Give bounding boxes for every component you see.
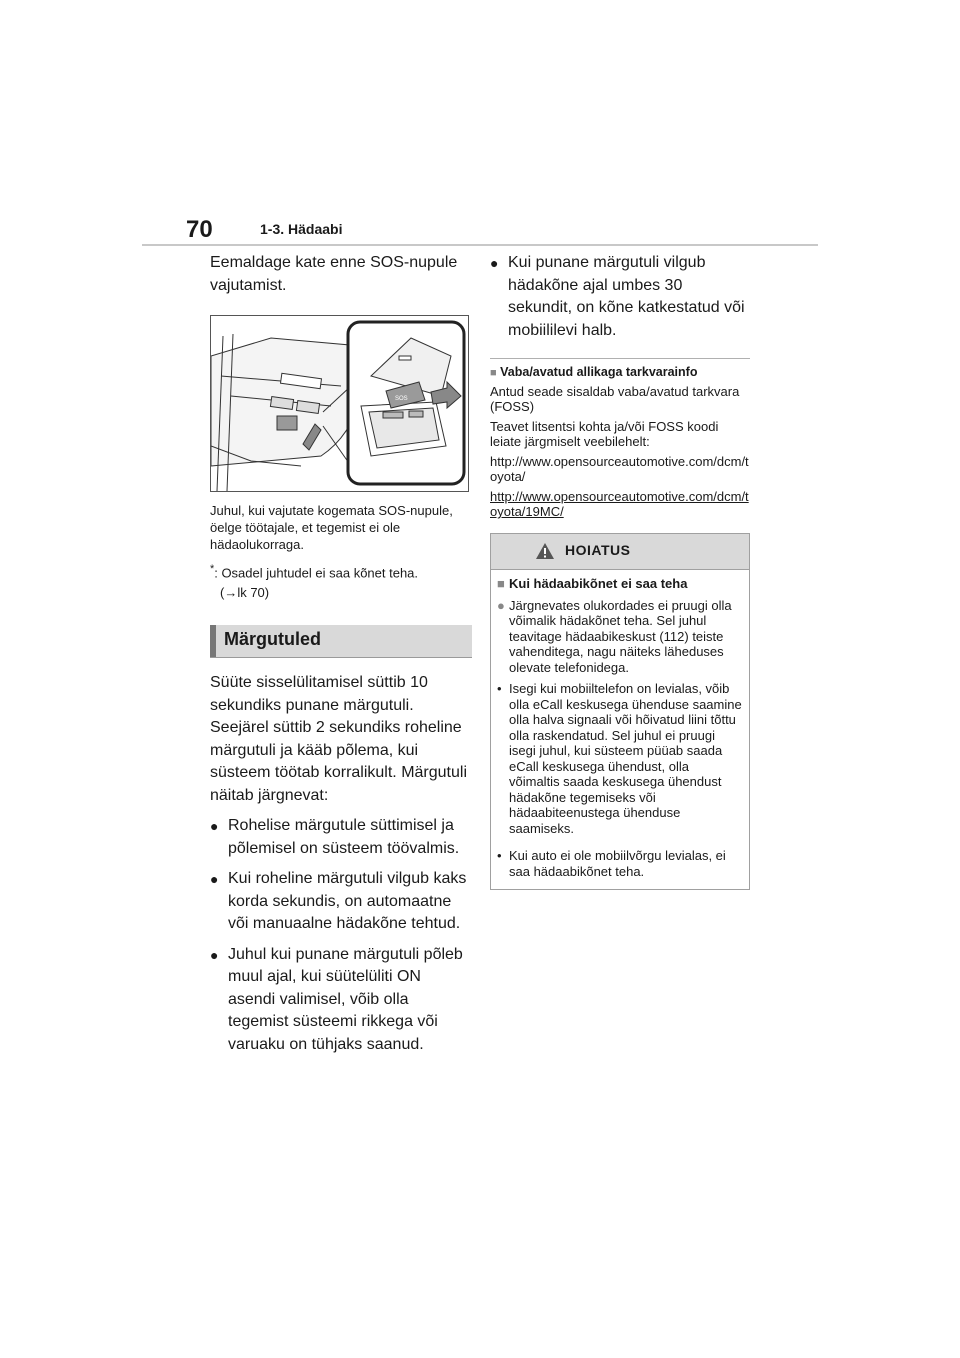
dot-bullet-icon: • <box>497 681 502 696</box>
list-item <box>210 944 472 1057</box>
info-paragraph: Teavet litsentsi kohta ja/või FOSS koodi leiate järgmiselt veebilehelt: <box>490 419 719 449</box>
bullet-icon: ● <box>210 818 219 835</box>
footnote-text: : Osadel juhtudel ei saa kõnet teha. <box>214 565 419 581</box>
footnote-mark: * <box>210 563 215 575</box>
list-item-text: Isegi kui mobiiltelefon on levialas, võib olla eCall keskusega ühenduse saamine olla halva signaali või hõivatud liini tõttu olla raskendatud. Sel juhul ei pruugi isegi juhul, kui süsteem püüab saada eCall keskusega ühendust, olla võimaltis saada keskusega ühendust hädakõne tegemiseks või hädaabiteenustega ühenduse saamiseks. <box>509 681 742 836</box>
header-divider <box>142 244 818 246</box>
indicator-description: Süüte sisselülitamisel süttib 10 sekundiks punane märgutuli. Seejärel süttib 2 sekundiks roheline märgutuli ja kääb põlema, kui süsteem töötab korralikult. Märgutuli näitab järgnevat: <box>210 674 467 804</box>
footnote <box>210 559 472 603</box>
warning-title: HOIATUS <box>565 542 631 558</box>
warning-body <box>491 570 749 889</box>
bullet-icon: ● <box>210 946 219 963</box>
list-item <box>490 252 750 342</box>
list-item-text: Juhul kui punane märgutuli põleb muul ajal, kui süütelüliti ON asendi valimisel, võib olla tegemist süsteemi rikkega või varuaku on tühjaks saanud. <box>228 945 463 1053</box>
warning-subtitle-text: Kui hädaabikõnet ei saa teha <box>509 576 688 591</box>
info-link[interactable]: http://www.opensourceautomotive.com/dcm/toyota/19MC/ <box>490 489 749 519</box>
list-item <box>497 681 743 836</box>
warning-triangle-icon <box>535 542 555 560</box>
intro-text: Eemaldage kate enne SOS-nupule vajutamist. <box>210 254 458 294</box>
square-icon: ■ <box>497 576 505 591</box>
list-item-text: Kui auto ei ole mobiilvõrgu levialas, ei saa hädaabikõnet teha. <box>509 848 726 879</box>
list-item-text: Kui roheline märgutuli vilgub kaks korda sekundis, on automaatne või manuaalne hädakõne tehtud. <box>228 870 467 933</box>
section-title: 1-3. Hädaabi <box>260 221 343 237</box>
warning-box <box>490 533 750 890</box>
info-paragraph: Antud seade sisaldab vaba/avatud tarkvara (FOSS) <box>490 384 740 414</box>
bullet-icon: ● <box>210 871 219 888</box>
list-item <box>497 598 743 676</box>
heading-label: Märgutuled <box>224 629 321 650</box>
circle-bullet-icon: ● <box>497 597 505 613</box>
dot-bullet-icon: • <box>497 848 502 863</box>
list-item-text: Kui punane märgutuli vilgub hädakõne ajal umbes 30 sekundit, on kõne katkestatud või mobiililevi halb. <box>508 254 745 339</box>
heading-accent <box>210 625 216 657</box>
warning-subtitle <box>497 576 743 592</box>
square-icon: ■ <box>490 367 497 379</box>
left-column <box>210 252 472 1056</box>
info-title <box>490 365 750 379</box>
list-item <box>210 868 472 936</box>
list-item-text: Järgnevates olukordades ei pruugi olla võimalik hädakõnet teha. Sel juhul teavitage hädaabikeskust (112) teiste vahenditega, nagu näiteks läheduses olevate telefonidega. <box>509 597 732 675</box>
page-number: 70 <box>186 216 213 243</box>
overhead-console-illustration <box>210 315 469 492</box>
list-item <box>210 815 472 860</box>
info-url: http://www.opensourceautomotive.com/dcm/toyota/ <box>490 454 749 484</box>
sos-label: SOS <box>395 396 408 402</box>
warning-header <box>491 534 749 570</box>
figure-caption: Juhul, kui vajutate kogemata SOS-nupule, öelge töötajale, et tegemist ei ole hädaolukorraga. <box>210 503 453 552</box>
sos-button-drawing <box>211 316 468 491</box>
section-heading <box>210 625 472 658</box>
list-item <box>497 848 743 879</box>
bullet-icon: ● <box>490 255 499 271</box>
footnote-page-ref: (→lk 70) <box>220 585 270 601</box>
right-column <box>490 252 750 890</box>
info-title-text: Vaba/avatud allikaga tarkvarainfo <box>500 365 698 379</box>
list-item-text: Rohelise märgutule süttimisel ja põlemisel on süsteem töövalmis. <box>228 817 460 857</box>
info-divider <box>490 358 750 359</box>
